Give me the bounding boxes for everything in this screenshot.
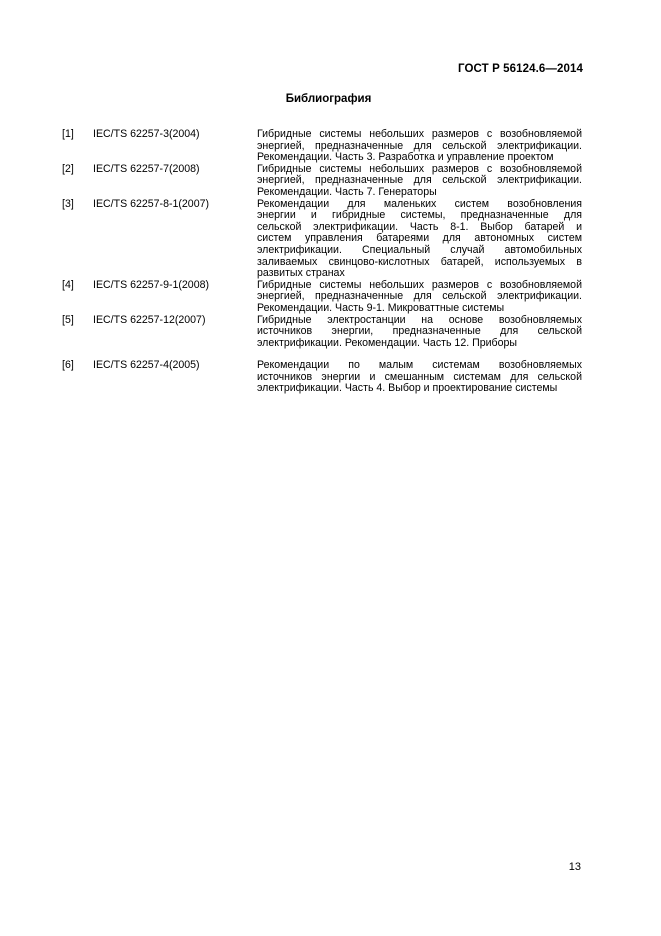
entry-number: [3] [62,197,74,210]
bibliography-entry [62,129,582,164]
entry-number: [4] [62,278,74,291]
entry-standard-code: IEC/TS 62257-7(2008) [93,162,200,175]
entry-title-line: Гибридные электростанции на основе возобновляемых [257,313,582,326]
entry-title-line: Рекомендации. Часть 3. Разработка и управление проектом [257,151,554,164]
section-title-text: Библиография [285,93,372,105]
bibliography-list [62,129,582,395]
bibliography-entry [62,360,582,395]
entry-title-line: энергии и гибридные системы, предназначенные для [257,209,582,222]
entry-title-line: Гибридные системы небольших размеров с возобновляемой [257,278,582,291]
entry-title-line: электрификации. Рекомендации. Часть 12. Приборы [257,336,517,349]
entry-title-line: Гибридные системы небольших размеров с возобновляемой [257,128,582,140]
bibliography-entry [62,164,582,199]
entry-title-line: энергией, предназначенные для сельской электрификации. [257,139,582,152]
entry-title-line: энергией, предназначенные для сельской электрификации. [257,290,582,303]
entry-standard-code: IEC/TS 62257-12(2007) [93,313,206,326]
bibliography-entry [62,315,582,350]
entry-title [257,199,582,280]
entry-standard-code: IEC/TS 62257-9-1(2008) [93,278,210,291]
entry-number: [6] [62,359,74,372]
entry-title-line: электрификации. Часть 4. Выбор и проектирование системы [257,382,558,395]
entry-title [257,360,582,395]
page-number: 13 [568,861,581,873]
entry-title-line: Рекомендации. Часть 7. Генераторы [257,185,437,198]
bibliography-entry [62,280,582,315]
entry-title-line: электрификации. Специальный случай автомобильных [257,243,582,256]
entry-title-line: Рекомендации для маленьких систем возобновления [257,197,582,210]
bibliography-entry [62,199,582,280]
entry-title-line: источников энергии и смешанным системам для сельской [257,370,582,383]
entry-title-line: Гибридные системы небольших размеров с возобновляемой [257,162,582,175]
entry-title-line: энергией, предназначенные для сельской электрификации. [257,174,582,187]
entry-standard-code: IEC/TS 62257-8-1(2007) [93,197,210,210]
entry-number: [1] [62,128,74,140]
entry-title-line: Рекомендации. Часть 9-1. Микроваттные системы [257,301,505,314]
entry-title [257,129,582,164]
entry-title [257,164,582,199]
entry-title [257,315,582,350]
entry-number: [2] [62,162,74,175]
entry-standard-code: IEC/TS 62257-4(2005) [93,359,200,372]
entry-title-line: сельской электрификации. Часть 8-1. Выбор батарей и [257,220,582,233]
entry-standard-code: IEC/TS 62257-3(2004) [93,128,200,140]
document-code: ГОСТ Р 56124.6—2014 [458,63,583,75]
section-title [0,93,661,105]
entry-title [257,280,582,315]
entry-number: [5] [62,313,74,326]
entry-title-line: Рекомендации по малым системам возобновляемых [257,359,582,372]
entry-title-line: развитых странах [257,267,345,280]
entry-title-line: заливаемых свинцово-кислотных батарей, используемых в [257,255,582,268]
entry-title-line: источников энергии, предназначенные для сельской [257,325,582,338]
entry-title-line: систем управления батареями для автономных систем [257,232,582,245]
